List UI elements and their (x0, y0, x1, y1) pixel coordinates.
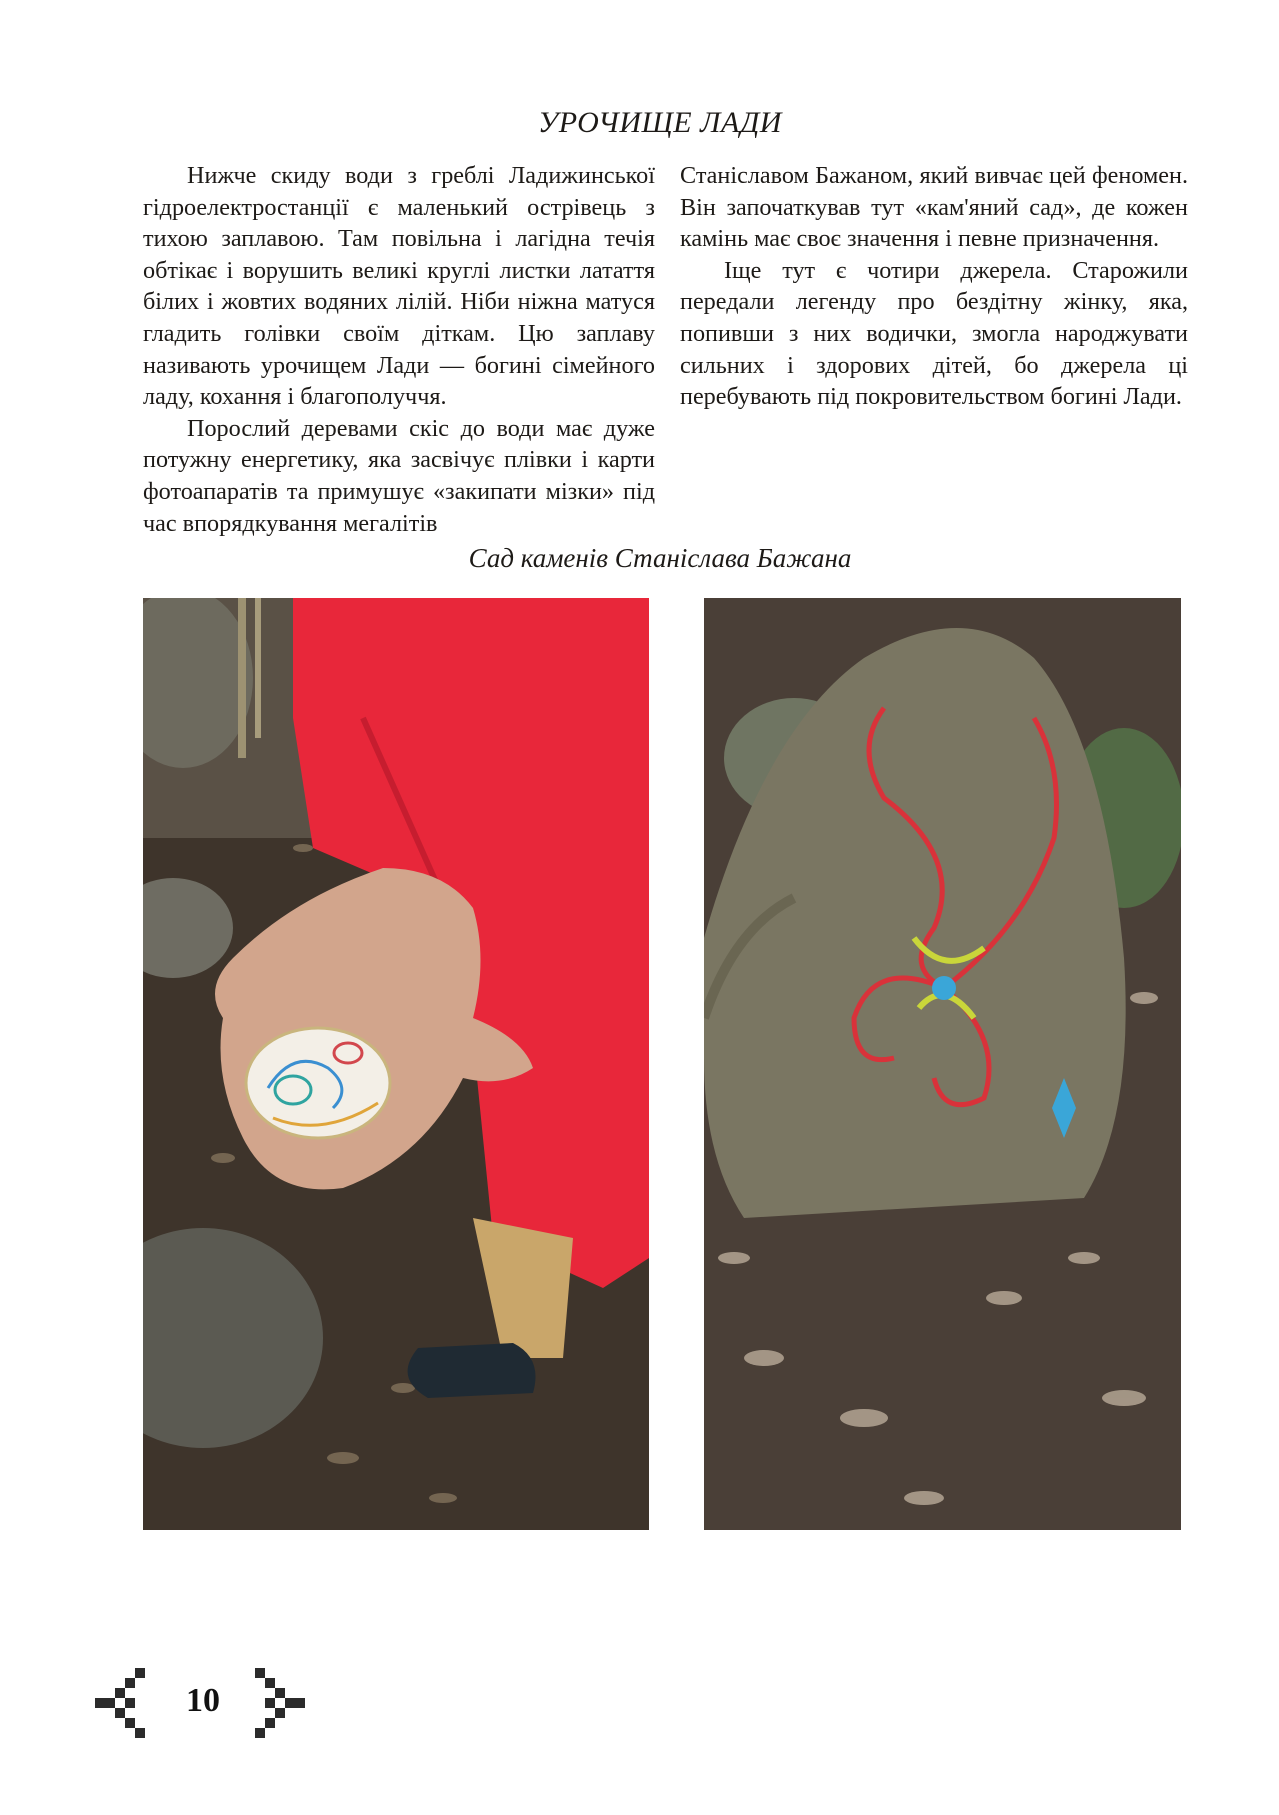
photo-caption: Сад каменів Станіслава Бажана (468, 543, 852, 573)
paragraph: Нижче скиду води з греблі Ладижинської гідроелектростанції є маленький острівець з тихою заплавою. Там повільна і лагідна течія обтікає і ворушить великі круглі листки латаття білих і жовтих водяних лілій. Ніби ніжна матуся гладить голівки своїм діткам. Цю заплаву називають урочищем Лади — богині сімейного ладу, кохання і благополуччя. (143, 162, 655, 411)
embroidery-ornament-icon (95, 1668, 145, 1738)
text-column-left (143, 160, 655, 539)
photo-painted-boulder (704, 598, 1181, 1530)
paragraph: Порослий деревами скіс до води має дуже потужну енергетику, яка засвічує плівки і карти фотоапаратів та примушує «закипати мізки» під час впорядкування мегалітів (143, 414, 655, 537)
photo-hand-holding-painted-stone (143, 598, 649, 1530)
embroidery-ornament-icon (255, 1668, 305, 1738)
paragraph: Іще тут є чотири джерела. Старожили передали легенду про бездітну жінку, яка, попивши з них водички, змогла народжувати сильних і здорових дітей, бо джерела ці перебувають під покровительством богині Лади. (680, 256, 1188, 411)
text-column-right (680, 160, 1188, 413)
page-number: 10 (186, 1682, 220, 1719)
page-title: УРОЧИЩЕ ЛАДИ (538, 106, 782, 139)
paragraph-continued: Станіславом Бажаном, який вивчає цей феномен. Він започаткував тут «кам'яний сад», де кожен камінь має своє значення і певне призначення. (680, 162, 1188, 253)
page-footer (95, 1668, 315, 1738)
